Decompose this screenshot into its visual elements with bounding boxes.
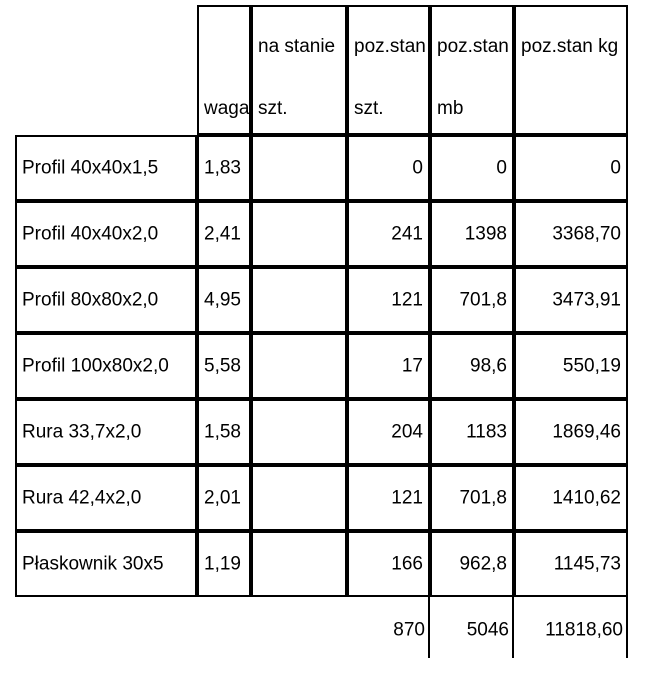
table-cell-poz_szt [347,135,430,201]
table-cell-na_stanie [251,399,347,465]
cell-value-poz_kg: 0 [610,157,621,179]
cell-value-waga: 1,19 [204,553,241,575]
cell-value-item: Rura 33,7x2,0 [22,421,142,443]
header-label-bottom-waga: waga [204,98,250,119]
table-cell-poz_kg [514,201,628,267]
table-cell-poz_mb [430,465,514,531]
table-cell-poz_kg [514,531,628,597]
cell-value-item: Profil 100x80x2,0 [22,355,169,377]
cell-value-poz_mb: 98,6 [470,355,507,377]
cell-value-poz_kg: 3473,91 [552,289,621,311]
table-cell-poz_kg [514,399,628,465]
cell-value-poz_szt: 241 [391,223,423,245]
table-cell-poz_kg [514,333,628,399]
table-cell-na_stanie [251,135,347,201]
table-cell-item [15,333,197,399]
table-cell-item [15,201,197,267]
header-label-top-poz_szt: poz.stan [354,36,426,57]
table-cell-item [15,465,197,531]
header-cell-waga [197,5,251,135]
cell-value-poz_kg: 1410,62 [552,487,621,509]
table-cell-poz_mb [430,135,514,201]
cell-value-poz_mb: 701,8 [459,487,507,509]
table-cell-waga [197,201,251,267]
total-value-poz_mb: 5046 [466,619,509,641]
header-label-top-na_stanie: na stanie [258,36,336,57]
cell-value-poz_szt: 204 [391,421,423,443]
table-cell-waga [197,267,251,333]
cell-value-poz_szt: 121 [391,487,423,509]
table-cell-waga [197,465,251,531]
header-label-bottom-poz_szt: szt. [354,98,384,119]
header-label-top-poz_mb: poz.stan [437,36,509,57]
cell-value-item: Profil 40x40x2,0 [22,223,159,245]
header-label-bottom-poz_mb: mb [437,98,464,119]
total-cell-poz_szt [347,597,430,663]
cell-value-poz_mb: 0 [496,157,507,179]
cell-value-waga: 5,58 [204,355,241,377]
cell-value-waga: 1,58 [204,421,241,443]
cell-value-waga: 2,41 [204,223,241,245]
cell-value-waga: 4,95 [204,289,241,311]
table-cell-waga [197,399,251,465]
total-cell-poz_kg [514,597,628,663]
cell-value-poz_mb: 1183 [466,421,507,443]
cell-value-waga: 1,83 [204,157,241,179]
table-cell-poz_szt [347,465,430,531]
total-value-poz_szt: 870 [393,619,425,641]
table-cell-poz_szt [347,201,430,267]
header-cell-poz_mb [430,5,514,135]
cell-value-poz_szt: 17 [401,355,423,377]
table-cell-poz_mb [430,201,514,267]
table-cell-na_stanie [251,201,347,267]
table-cell-poz_mb [430,333,514,399]
table-cell-waga [197,333,251,399]
total-value-poz_kg: 11818,60 [545,619,623,641]
table-cell-na_stanie [251,531,347,597]
cell-value-poz_kg: 550,19 [562,355,621,377]
table-cell-item [15,135,197,201]
cell-value-poz_szt: 166 [391,553,423,575]
cell-value-poz_mb: 701,8 [459,289,507,311]
cell-value-waga: 2,01 [204,487,241,509]
table-cell-na_stanie [251,465,347,531]
table-cell-poz_szt [347,399,430,465]
cell-value-poz_szt: 0 [412,157,423,179]
cell-value-poz_szt: 121 [391,289,423,311]
header-label-top-poz_kg: poz.stan kg [521,36,619,57]
cell-value-poz_mb: 1398 [464,223,507,245]
table-cell-item [15,267,197,333]
table-cell-na_stanie [251,267,347,333]
table-cell-item [15,399,197,465]
table-cell-poz_mb [430,399,514,465]
cell-value-item: Płaskownik 30x5 [22,553,164,575]
cell-value-poz_mb: 962,8 [459,553,507,575]
table-cell-waga [197,135,251,201]
cell-value-item: Profil 40x40x1,5 [22,157,159,179]
cell-value-poz_kg: 3368,70 [552,223,621,245]
table-cell-poz_szt [347,531,430,597]
table-cell-waga [197,531,251,597]
table-cell-poz_mb [430,531,514,597]
cell-value-item: Rura 42,4x2,0 [22,487,142,509]
table-cell-poz_szt [347,333,430,399]
table-cell-poz_kg [514,135,628,201]
table-cell-poz_mb [430,267,514,333]
header-cell-na_stanie [251,5,347,135]
cell-value-poz_kg: 1869,46 [552,421,621,443]
header-cell-item [15,5,197,135]
header-cell-poz_kg [514,5,628,135]
cell-value-poz_kg: 1145,73 [553,553,621,575]
cell-value-item: Profil 80x80x2,0 [22,289,159,311]
table-cell-poz_kg [514,465,628,531]
table-cell-item [15,531,197,597]
table-cell-poz_kg [514,267,628,333]
header-cell-poz_szt [347,5,430,135]
header-label-bottom-na_stanie: szt. [258,98,288,119]
table-cell-na_stanie [251,333,347,399]
total-cell-poz_mb [430,597,514,663]
table-cell-poz_szt [347,267,430,333]
